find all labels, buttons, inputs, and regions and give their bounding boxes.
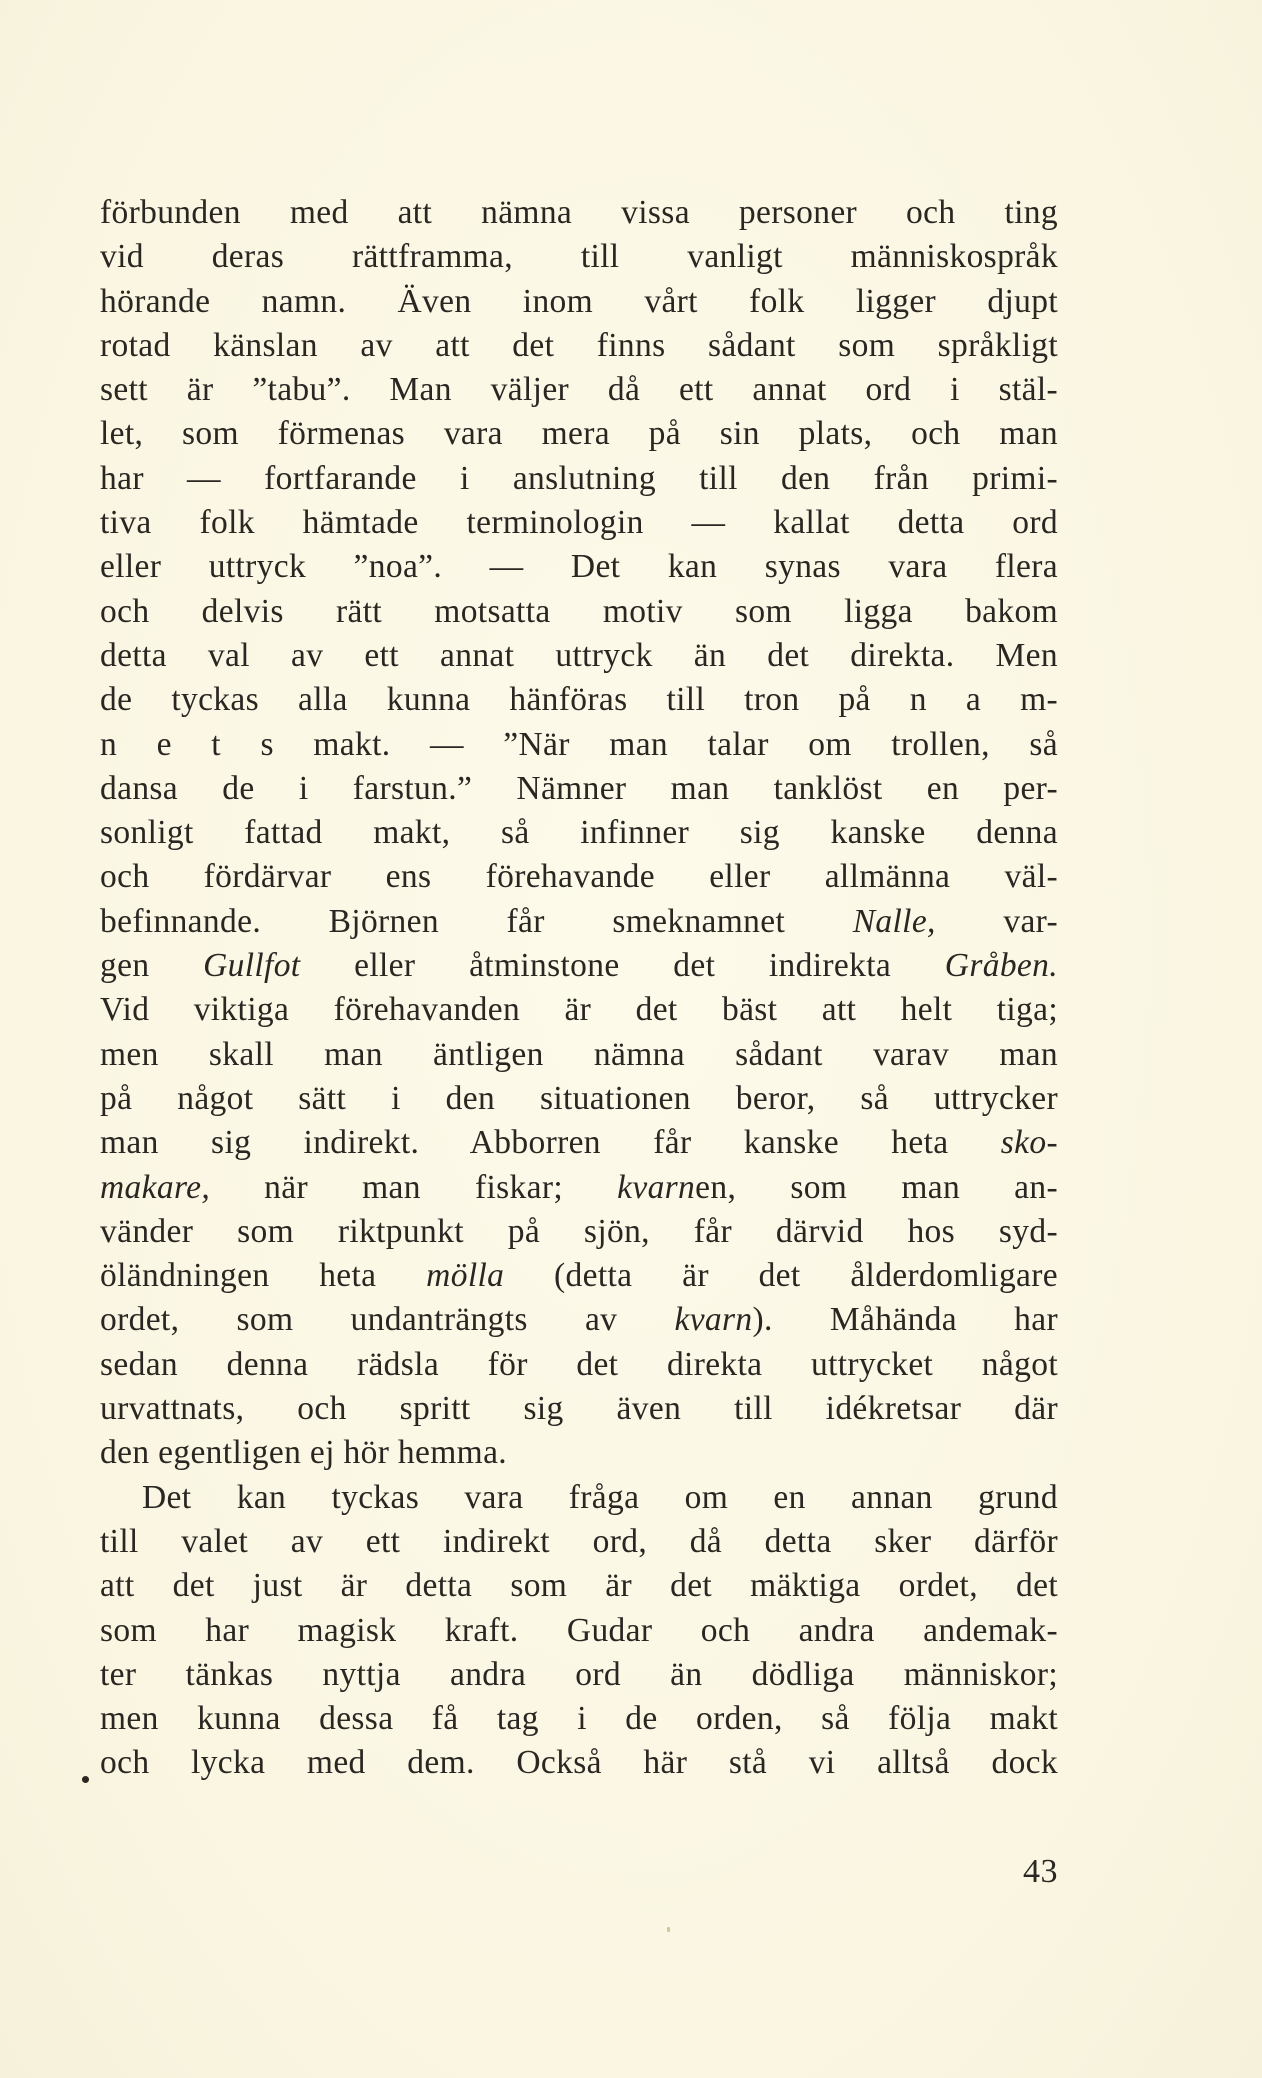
text-line: sett är ”tabu”. Man väljer då ett annat ord i stäl- xyxy=(100,371,1058,409)
text-line: förbunden med att nämna vissa personer och ting xyxy=(100,194,1058,231)
text-line: ordet, som undanträngts av kvarn). Måhända har xyxy=(100,1301,1058,1339)
margin-dot xyxy=(82,1776,89,1783)
body-text xyxy=(100,191,1058,1786)
text-line: vänder som riktpunkt på sjön, får därvid hos syd- xyxy=(100,1212,1058,1250)
text-line: eller uttryck ”noa”. — Det kan synas vara flera xyxy=(100,548,1058,586)
text-line: sedan denna rädsla för det direkta uttrycket något xyxy=(100,1345,1058,1383)
text-line: att det just är detta som är det mäktiga ordet, det xyxy=(100,1567,1058,1605)
text-line: Det kan tyckas vara fråga om en annan grund xyxy=(142,1478,1058,1516)
text-line: gen Gullfot eller åtminstone det indirekta Gråben. xyxy=(100,947,1058,985)
text-line: den egentligen ej hör hemma. xyxy=(100,1434,508,1472)
text-line: urvattnats, och spritt sig även till idékretsar där xyxy=(100,1390,1058,1428)
text-line: dansa de i farstun.” Nämner man tanklöst en per- xyxy=(100,769,1058,807)
text-line: men skall man äntligen nämna sådant varav man xyxy=(100,1035,1058,1073)
text-line: och lycka med dem. Också här stå vi alltså dock xyxy=(100,1744,1058,1782)
text-line: ter tänkas nyttja andra ord än dödliga människor; xyxy=(100,1655,1058,1693)
text-line: som har magisk kraft. Gudar och andra andemak- xyxy=(100,1611,1058,1649)
paper-speck xyxy=(667,1927,670,1932)
text-line: har — fortfarande i anslutning till den från primi- xyxy=(100,459,1058,497)
text-line: let, som förmenas vara mera på sin plats, och man xyxy=(100,415,1058,453)
text-line: vid deras rättframma, till vanligt människospråk xyxy=(100,238,1058,276)
text-line: de tyckas alla kunna hänföras till tron på n a m- xyxy=(100,681,1058,719)
text-line: man sig indirekt. Abborren får kanske heta sko- xyxy=(100,1124,1058,1162)
text-line: och delvis rätt motsatta motiv som ligga bakom xyxy=(100,592,1058,630)
text-line: till valet av ett indirekt ord, då detta sker därför xyxy=(100,1522,1058,1560)
text-line: n e t s makt. — ”När man talar om trollen, så xyxy=(100,725,1058,763)
text-line: öländningen heta mölla (detta är det ålderdomligare xyxy=(100,1257,1058,1295)
text-line: men kunna dessa få tag i de orden, så följa makt xyxy=(100,1700,1058,1738)
text-line: detta val av ett annat uttryck än det direkta. Men xyxy=(100,636,1058,674)
text-line: tiva folk hämtade terminologin — kallat detta ord xyxy=(100,504,1058,542)
text-line: hörande namn. Även inom vårt folk ligger djupt xyxy=(100,282,1058,320)
text-line: och fördärvar ens förehavande eller allmänna väl- xyxy=(100,858,1058,896)
text-line: befinnande. Björnen får smeknamnet Nalle, var- xyxy=(100,902,1059,940)
text-line: Vid viktiga förehavanden är det bäst att helt tiga; xyxy=(100,991,1058,1029)
page-number: 43 xyxy=(1023,1853,1058,1890)
text-line: sonligt fattad makt, så infinner sig kanske denna xyxy=(100,814,1058,852)
text-line: rotad känslan av att det finns sådant som språkligt xyxy=(100,326,1058,364)
text-line: makare, när man fiskar; kvarnen, som man an- xyxy=(100,1168,1058,1206)
text-line: på något sätt i den situationen beror, så uttrycker xyxy=(100,1079,1058,1117)
